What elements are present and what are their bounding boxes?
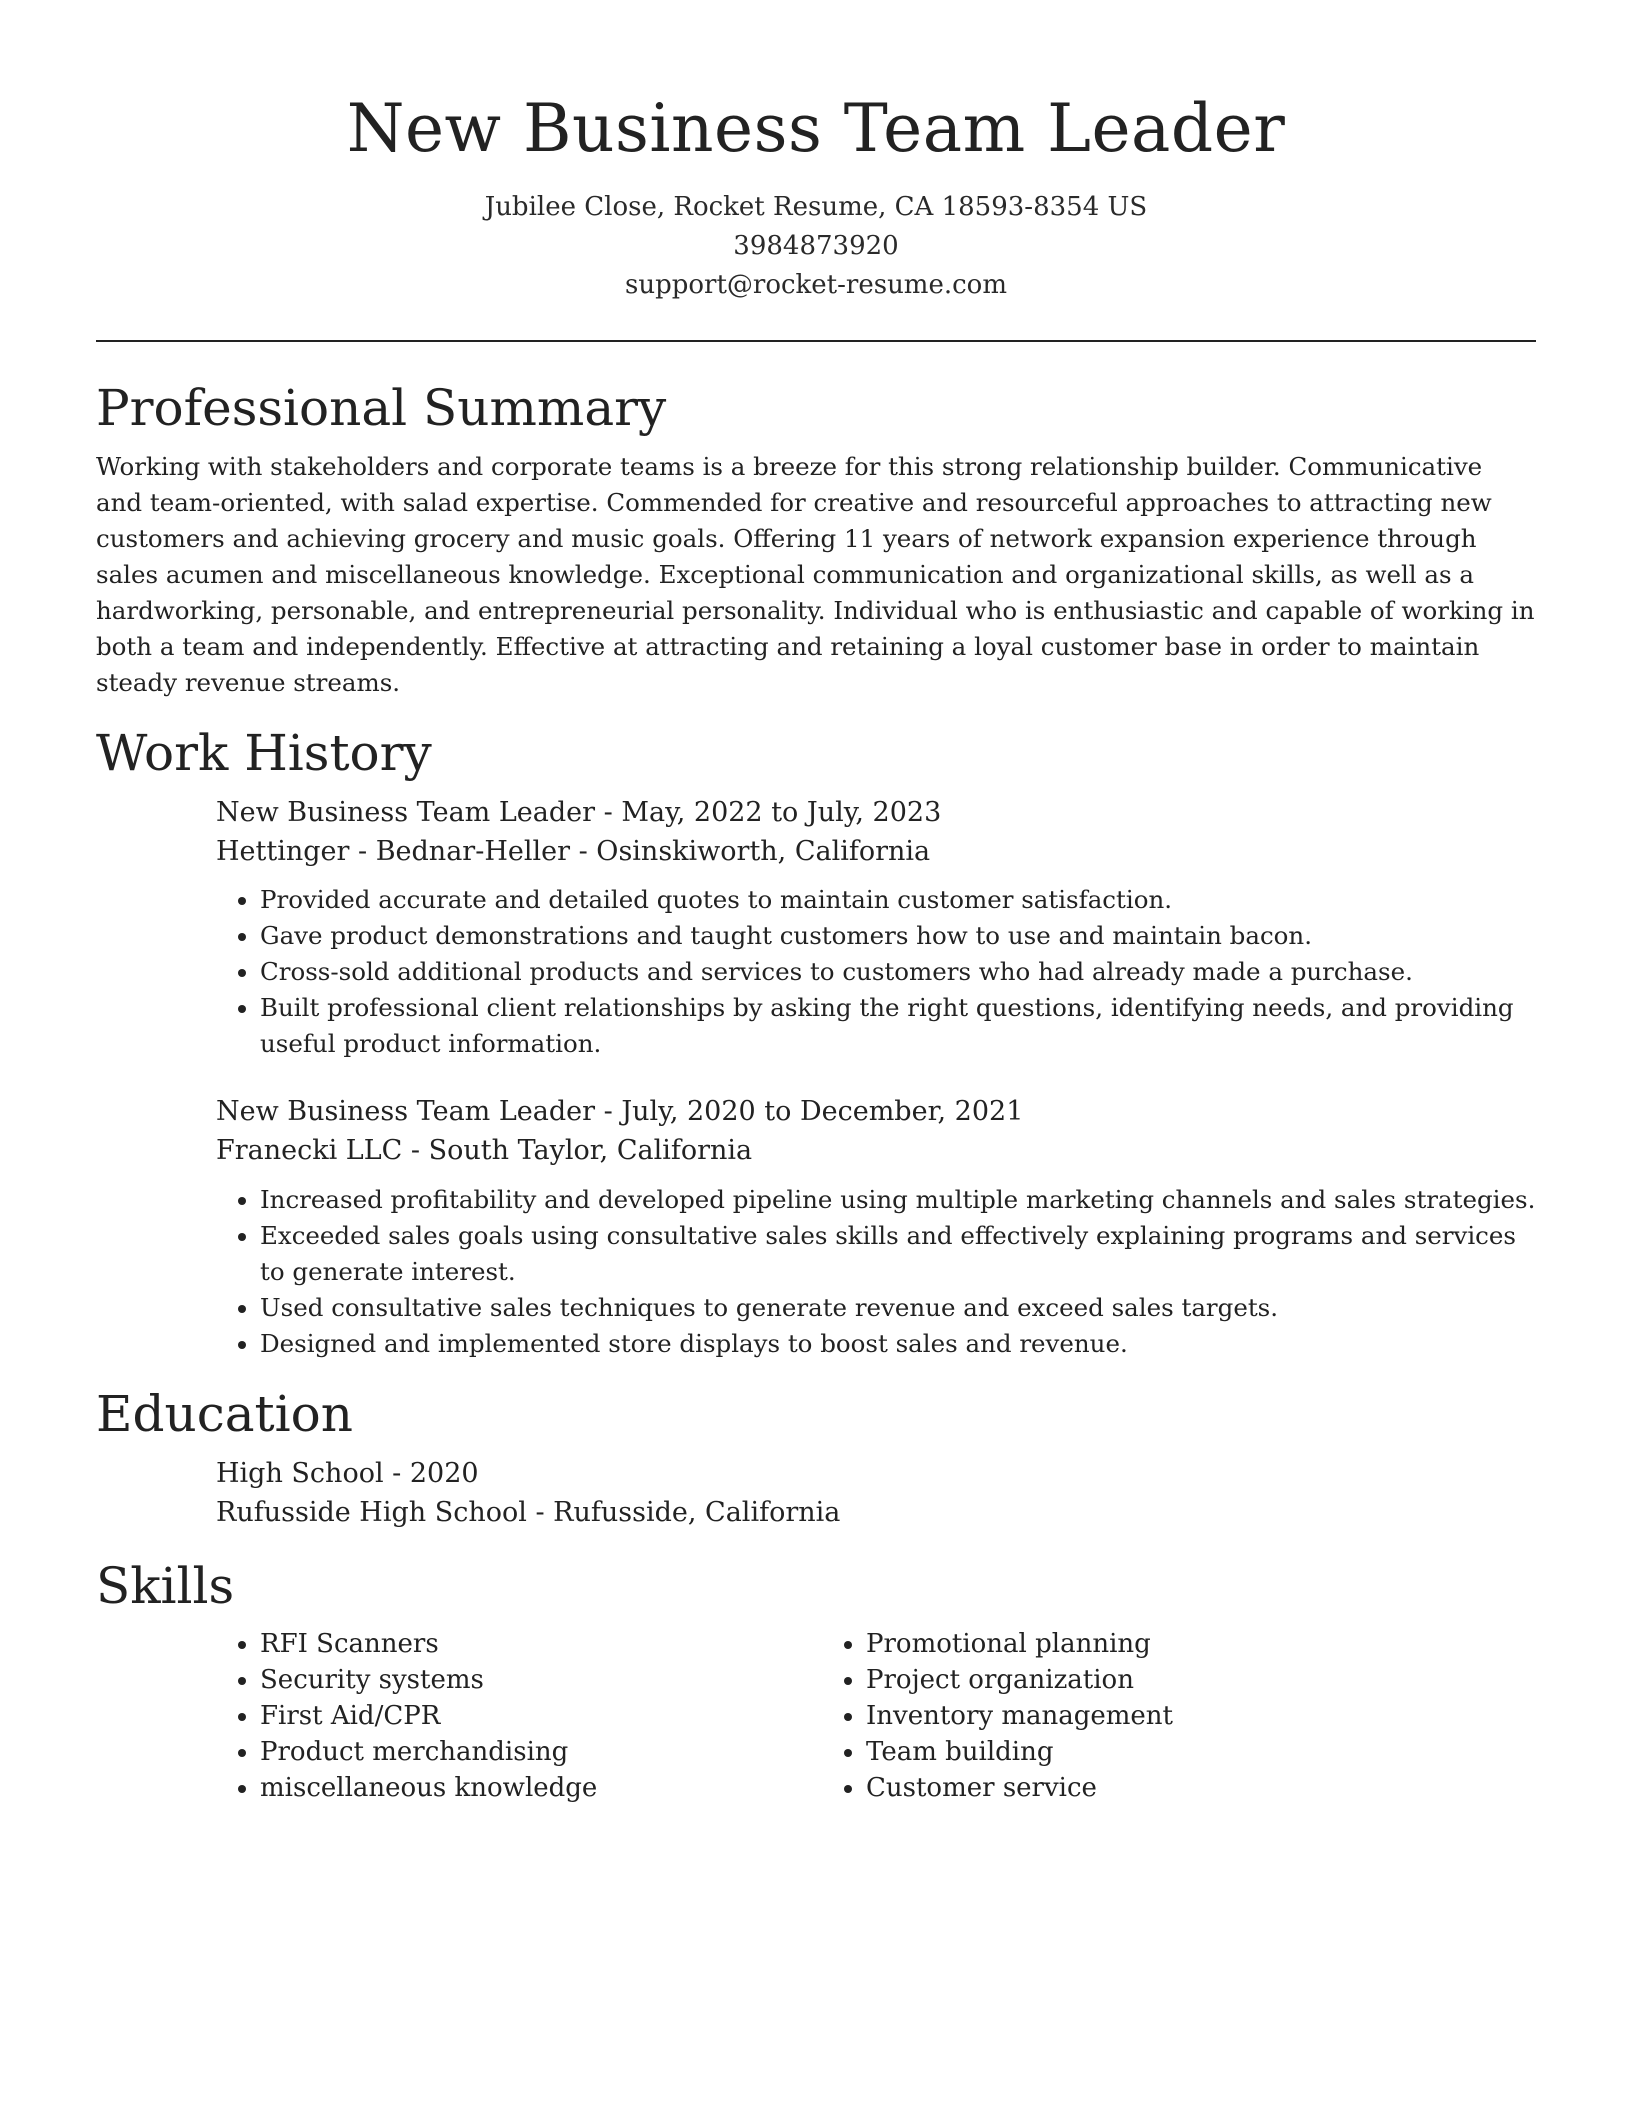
skill-item: • Project organization	[866, 1662, 1428, 1698]
skill-item: • Security systems	[260, 1662, 822, 1698]
job-bullet: • Increased profitability and developed pipeline using multiple marketing channels and sales strategies.	[260, 1182, 1536, 1218]
skill-item: • Team building	[866, 1734, 1428, 1770]
education-location: - Rufusside, California	[526, 1497, 841, 1528]
job-location: - Osinskiworth, California	[570, 836, 931, 867]
job-bullet: • Designed and implemented store displays to boost sales and revenue.	[260, 1326, 1536, 1362]
education-school-line	[216, 1493, 1536, 1532]
skills-list-right	[822, 1626, 1428, 1806]
education-year: - 2020	[383, 1458, 479, 1489]
job-entry	[216, 1092, 1536, 1362]
job-bullet: • Used consultative sales techniques to generate revenue and exceed sales targets.	[260, 1290, 1536, 1326]
education-school: Rufusside High School	[216, 1497, 527, 1528]
job-entry	[216, 793, 1536, 1062]
skill-item: • RFI Scanners	[260, 1626, 822, 1662]
job-company-line	[216, 832, 1536, 871]
skills-columns	[216, 1626, 1536, 1806]
contact-email: support@rocket-resume.com	[624, 270, 1007, 300]
education-degree: High School	[216, 1458, 384, 1489]
work-section	[96, 721, 1536, 1362]
contact-phone: 3984873920	[733, 231, 899, 261]
skill-item: • miscellaneous knowledge	[260, 1770, 822, 1806]
education-section	[96, 1382, 1536, 1532]
job-location: - South Taylor, California	[402, 1135, 753, 1166]
work-heading: Work History	[96, 724, 432, 782]
job-bullets	[216, 882, 1536, 1062]
job-company-line	[216, 1131, 1536, 1170]
skills-heading: Skills	[96, 1557, 235, 1615]
skill-item: • Customer service	[866, 1770, 1428, 1806]
summary-heading: Professional Summary	[96, 379, 667, 437]
education-entry	[216, 1454, 1536, 1532]
job-bullet: • Cross-sold additional products and services to customers who had already made a purchase.	[260, 954, 1536, 990]
job-company: Franecki LLC	[216, 1135, 403, 1166]
education-heading: Education	[96, 1385, 353, 1443]
job-role: New Business Team Leader	[216, 797, 596, 828]
skills-list-left	[216, 1626, 822, 1806]
contact-block	[96, 188, 1536, 305]
skill-item: • Product merchandising	[260, 1734, 822, 1770]
job-bullet: • Exceeded sales goals using consultative sales skills and effectively explaining programs and services to generate interest.	[260, 1218, 1536, 1290]
contact-address: Jubilee Close, Rocket Resume, CA 18593-8354 US	[484, 192, 1148, 222]
job-bullet: • Provided accurate and detailed quotes to maintain customer satisfaction.	[260, 882, 1536, 918]
education-degree-line	[216, 1454, 1536, 1493]
job-bullet: • Gave product demonstrations and taught customers how to use and maintain bacon.	[260, 918, 1536, 954]
job-title-line	[216, 1092, 1536, 1131]
header-divider	[96, 340, 1536, 342]
job-bullet: • Built professional client relationships by asking the right questions, identifying needs, and providing useful product information.	[260, 990, 1536, 1062]
job-bullets	[216, 1182, 1536, 1362]
resume-name: New Business Team Leader	[346, 90, 1286, 167]
skills-section	[96, 1554, 1536, 1806]
resume-page	[96, 0, 1536, 1806]
skill-item: • First Aid/CPR	[260, 1698, 822, 1734]
skill-item: • Inventory management	[866, 1698, 1428, 1734]
job-dates: - May, 2022 to July, 2023	[595, 797, 942, 828]
summary-section	[96, 376, 1536, 701]
job-title-line	[216, 793, 1536, 832]
job-dates: - July, 2020 to December, 2021	[595, 1096, 1024, 1127]
summary-text: Working with stakeholders and corporate teams is a breeze for this strong relationship builder. Communicative and team-oriented, with salad expertise. Commended for creative and resourceful approaches to attracting new customers and achieving grocery and music goals. Offering 11 years of network expansion experience through sales acumen and miscellaneous knowledge. Exceptional communication and organizational skills, as well as a hardworking, personable, and entrepreneurial personality. Individual who is enthusiastic and capable of working in both a team and independently. Effective at attracting and retaining a loyal customer base in order to maintain steady revenue streams.	[96, 452, 1535, 697]
skill-item: • Promotional planning	[866, 1626, 1428, 1662]
job-role: New Business Team Leader	[216, 1096, 596, 1127]
job-company: Hettinger - Bednar-Heller	[216, 836, 571, 867]
